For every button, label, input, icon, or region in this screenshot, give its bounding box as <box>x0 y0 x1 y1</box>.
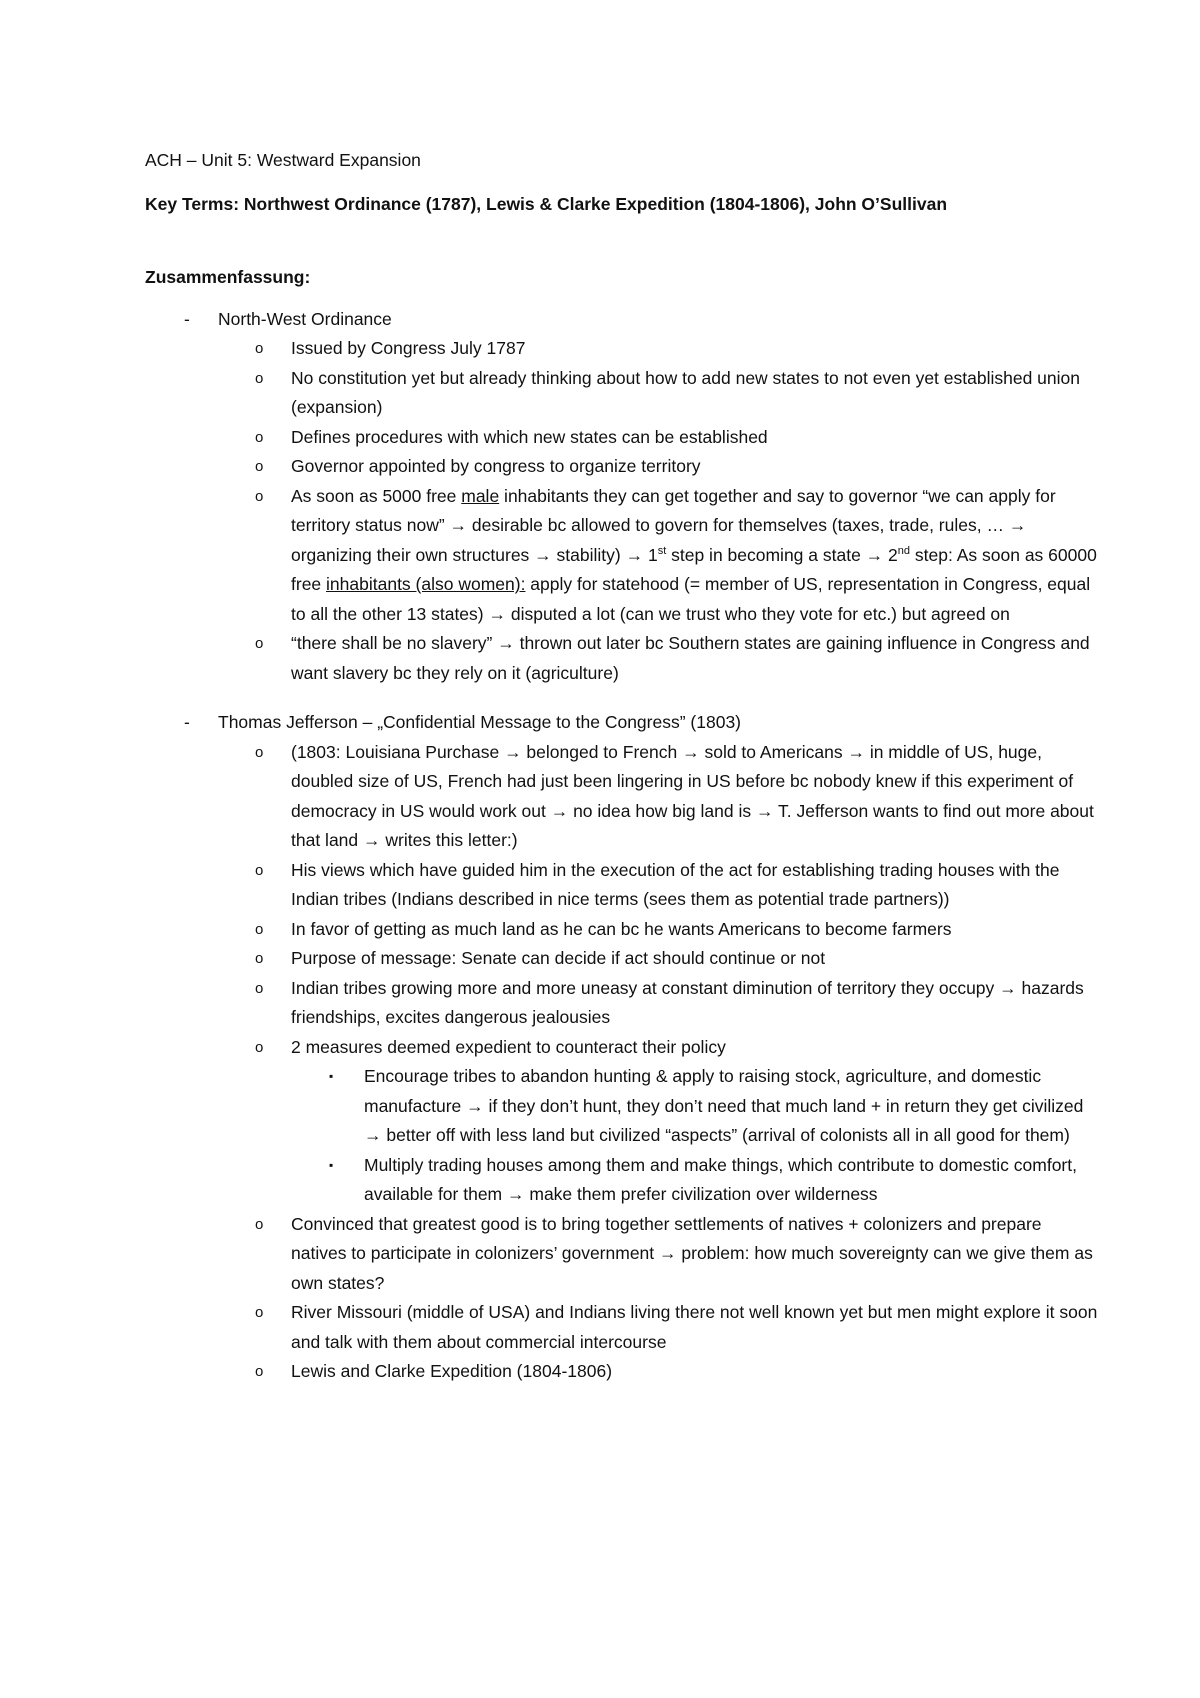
item-text: No constitution yet but already thinking about how to add new states to not even yet established union (expansion) <box>291 367 1080 417</box>
item-text: (1803: Louisiana Purchase → belonged to French → sold to Americans → in middle of US, huge, doubled size of US, French had just been lingering in US before bc nobody knew if this experiment of democracy in US would work out → no idea how big land is → T. Jefferson wants to find out more about that land → writes this letter:) <box>291 741 1094 850</box>
item-text: 2 measures deemed expedient to counteract their policy <box>291 1036 726 1057</box>
underlined-text: inhabitants (also women): <box>326 574 526 594</box>
section-heading: North-West Ordinance <box>218 308 392 329</box>
list-item <box>218 974 1100 1033</box>
list-item <box>218 1033 1100 1210</box>
item-text: Issued by Congress July 1787 <box>291 338 526 358</box>
item-text: Governor appointed by congress to organize territory <box>291 456 701 476</box>
underlined-text: male <box>461 485 500 506</box>
section-items <box>218 738 1100 1387</box>
circle-bullet: o <box>255 428 264 446</box>
list-item <box>218 452 1100 482</box>
sub-item-text: Encourage tribes to abandon hunting & apply to raising stock, agriculture, and domestic manufacture → if they don’t hunt, they don’t need that much land + in return they get civilized → better off with less land but civilized “aspects” (arrival of colonists all in all good for them) <box>364 1066 1084 1145</box>
arrow-right-icon: → <box>364 1125 382 1145</box>
circle-bullet: o <box>255 1038 264 1056</box>
arrow-right-icon: → <box>497 633 515 653</box>
item-text: Lewis and Clarke Expedition (1804-1806) <box>291 1361 613 1381</box>
list-item <box>218 738 1100 856</box>
arrow-right-icon: → <box>999 977 1017 998</box>
list-item <box>218 629 1100 688</box>
item-text: Purpose of message: Senate can decide if act should continue or not <box>291 948 826 968</box>
circle-bullet: o <box>255 340 264 357</box>
sub-items <box>291 1062 1100 1210</box>
item-text: His views which have guided him in the execution of the act for establishing trading houses with the Indian tribes (Indians described in nice terms (sees them as potential trade partners)) <box>291 859 1060 909</box>
arrow-right-icon: → <box>466 1095 484 1116</box>
circle-bullet: o <box>255 979 264 997</box>
summary-heading: Zusammenfassung: <box>145 267 311 287</box>
arrow-right-icon: → <box>550 800 569 821</box>
section-northwest-ordinance <box>145 305 1100 689</box>
arrow-right-icon: → <box>488 603 506 624</box>
item-text: River Missouri (middle of USA) and Indians living there not well known yet but men might explore it soon and talk with them about commercial intercourse <box>291 1302 1098 1352</box>
key-terms-line: Key Terms: Northwest Ordinance (1787), Lewis & Clarke Expedition (1804-1806), John O’Sullivan <box>145 193 948 214</box>
section-jefferson-message <box>145 708 1100 1387</box>
circle-bullet: o <box>255 1363 264 1380</box>
arrow-right-icon: → <box>682 741 700 762</box>
square-bullet: ▪ <box>329 1069 334 1083</box>
circle-bullet: o <box>255 950 264 967</box>
circle-bullet: o <box>255 458 264 475</box>
arrow-right-icon: → <box>507 1184 525 1204</box>
circle-bullet: o <box>255 487 264 505</box>
arrow-right-icon: → <box>625 544 644 565</box>
item-text: “there shall be no slavery” → thrown out later bc Southern states are gaining influence in Congress and want slavery bc they rely on it (agriculture) <box>291 633 1090 683</box>
arrow-right-icon: → <box>847 741 865 762</box>
arrow-right-icon: → <box>1008 515 1027 535</box>
circle-bullet: o <box>255 369 264 387</box>
circle-bullet: o <box>255 743 264 761</box>
circle-bullet: o <box>255 1304 264 1321</box>
section-items <box>218 334 1100 688</box>
list-item <box>218 944 1100 974</box>
document-title: ACH – Unit 5: Westward Expansion <box>145 150 421 170</box>
list-item <box>218 1357 1100 1387</box>
item-text: Indian tribes growing more and more uneasy at constant diminution of territory they occupy → hazards friendships, excites dangerous jealousies <box>291 977 1084 1027</box>
arrow-right-icon: → <box>449 515 468 535</box>
arrow-right-icon: → <box>755 800 774 821</box>
arrow-right-icon: → <box>865 544 884 565</box>
list-item <box>218 334 1100 364</box>
arrow-right-icon: → <box>659 1243 677 1263</box>
sub-list-item <box>291 1062 1100 1151</box>
list-item <box>218 856 1100 915</box>
list-item <box>218 482 1100 630</box>
sub-list-item <box>291 1151 1100 1210</box>
item-text: Convinced that greatest good is to bring together settlements of natives + colonizers and prepare natives to participate in colonizers’ government → problem: how much sovereignty can we give them as own states? <box>291 1213 1093 1293</box>
item-text: As soon as 5000 free male inhabitants they can get together and say to governor “we can apply for territory status now” → desirable bc allowed to govern for themselves (taxes, trade, rules, … → organizing their own structures → stability) → 1st step in becoming a state → 2nd step: As soon as 60000 free inhabitants (also women): apply for statehood (= member of US, representation in Congress, equal to all the other 13 states) → disputed a lot (can we trust who they vote for etc.) but agreed on <box>291 485 1097 624</box>
list-item <box>218 915 1100 945</box>
item-text: Defines procedures with which new states can be established <box>291 426 768 447</box>
list-item <box>218 364 1100 423</box>
list-item <box>218 1210 1100 1299</box>
item-text: In favor of getting as much land as he can bc he wants Americans to become farmers <box>291 918 952 939</box>
circle-bullet: o <box>255 861 264 879</box>
dash-bullet: - <box>184 712 190 732</box>
list-item <box>218 1298 1100 1357</box>
arrow-right-icon: → <box>504 741 522 762</box>
summary-list <box>145 305 1100 1387</box>
arrow-right-icon: → <box>363 830 381 850</box>
circle-bullet: o <box>255 920 264 938</box>
circle-bullet: o <box>255 1215 264 1233</box>
circle-bullet: o <box>255 635 264 652</box>
square-bullet: ▪ <box>329 1157 334 1172</box>
list-item <box>218 423 1100 453</box>
dash-bullet: - <box>184 308 190 329</box>
sub-item-text: Multiply trading houses among them and make things, which contribute to domestic comfort, available for them → make them prefer civilization over wilderness <box>364 1154 1077 1204</box>
section-heading: Thomas Jefferson – „Confidential Message to the Congress” (1803) <box>218 712 742 732</box>
arrow-right-icon: → <box>534 544 552 565</box>
